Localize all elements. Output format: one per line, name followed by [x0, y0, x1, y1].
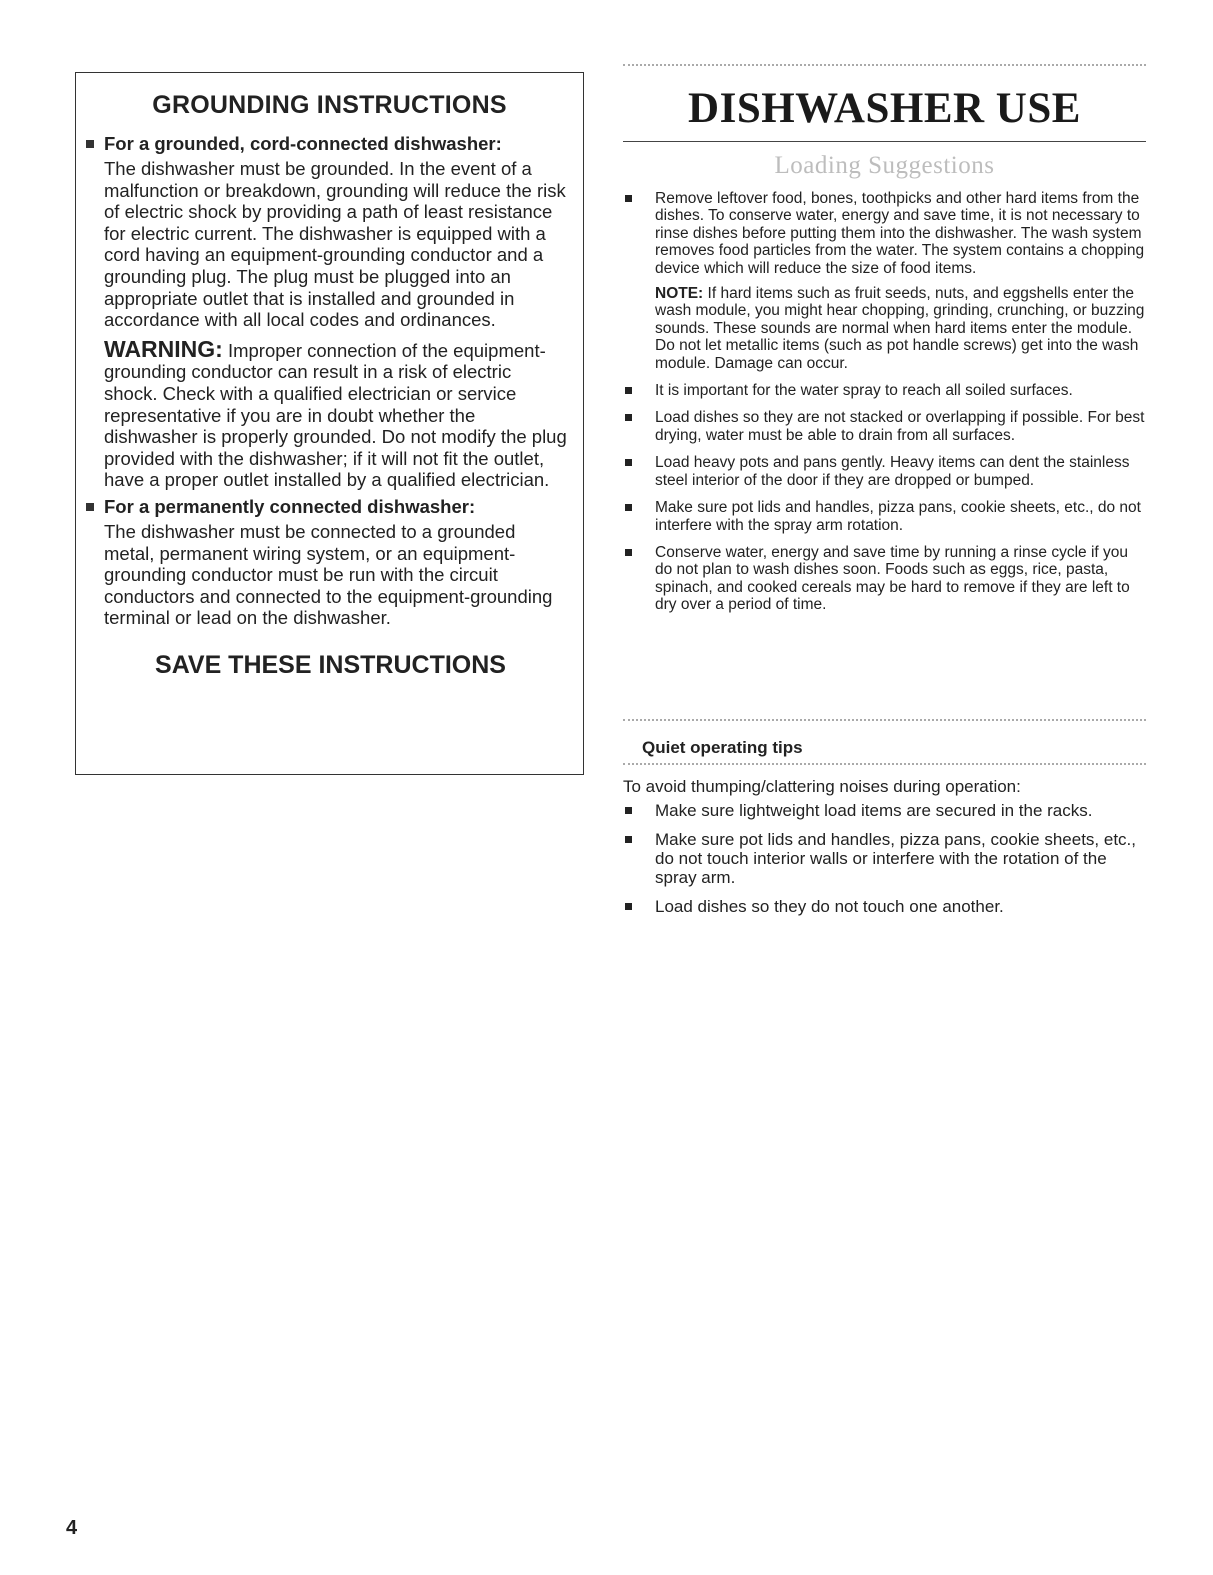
bullet-square-icon	[86, 140, 94, 148]
note-text: If hard items such as fruit seeds, nuts, and eggshells enter the wash module, you might hear chopping, grinding, crunching, or buzzing sounds. These sounds are normal when hard items enter the module. Do not let metallic items (such as pot handle screws) get into the wash module. Damage can occur.	[655, 285, 1145, 372]
note-paragraph	[623, 285, 1146, 372]
grounding-bullet-permanent	[82, 495, 569, 518]
bullet-square-icon	[625, 195, 632, 202]
quiet-rule-top	[623, 719, 1146, 721]
top-dotted-rule	[623, 64, 1146, 69]
list-item: It is important for the water spray to reach all soiled surfaces.	[623, 382, 1146, 399]
note-label: NOTE:	[655, 285, 704, 303]
list-item: Load dishes so they are not stacked or overlapping if possible. For best drying, water must be able to drain from all surfaces.	[623, 409, 1146, 444]
bullet-square-icon	[625, 903, 632, 910]
grounding-bullet-corded	[82, 132, 569, 155]
grounding-title: GROUNDING INSTRUCTIONS	[152, 91, 507, 119]
warning-paragraph	[104, 335, 569, 491]
grounding-bullet-text: The dishwasher must be grounded. In the event of a malfunction or breakdown, grounding will reduce the risk of electric shock by providing a path of least resistance for electric current. The dishwasher is equipped with a cord having an equipment-grounding conductor and a grounding plug. The plug must be plugged into an appropriate outlet that is installed and grounded in accordance with all local codes and ordinances.	[104, 158, 566, 331]
grounding-bullet-heading: For a permanently connected dishwasher:	[104, 495, 476, 517]
bullet-square-icon	[625, 459, 632, 466]
grounding-bullet-heading: For a grounded, cord-connected dishwasher:	[104, 133, 502, 154]
bullet-square-icon	[86, 503, 94, 511]
grounding-instructions-box	[75, 72, 584, 775]
list-item: Make sure pot lids and handles, pizza pans, cookie sheets, etc., do not interfere with the spray arm rotation.	[623, 499, 1146, 534]
grounding-bullet-text: The dishwasher must be connected to a grounded metal, permanent wiring system, or an equipment-grounding conductor must be run with the circuit conductors and connected to the equipment-grounding terminal or lead on the dishwasher.	[104, 520, 553, 629]
bullet-square-icon	[625, 807, 632, 814]
loading-suggestions-subtitle: Loading Suggestions	[774, 152, 995, 179]
quiet-tips-list	[623, 801, 1146, 926]
save-instructions-title: SAVE THESE INSTRUCTIONS	[155, 650, 506, 679]
warning-label: WARNING:	[104, 335, 223, 362]
section-title: DISHWASHER USE	[688, 85, 1081, 132]
bullet-square-icon	[625, 387, 632, 394]
list-item: Make sure lightweight load items are secured in the racks.	[623, 801, 1146, 820]
warning-text: Improper connection of the equipment-grounding conductor can result in a risk of electric shock. Check with a qualified electrician or service representative if you are in doubt whether the dishwasher is properly grounded. Do not modify the plug provided with the dishwasher; if it will not fit the outlet, have a proper outlet installed by a qualified electrician.	[104, 339, 567, 491]
quiet-tips-intro: To avoid thumping/clattering noises during operation:	[623, 777, 1021, 796]
list-item: Make sure pot lids and handles, pizza pans, cookie sheets, etc., do not touch interior walls or interfere with the rotation of the spray arm.	[623, 830, 1146, 887]
quiet-rule-bottom	[623, 763, 1146, 765]
loading-suggestions-list	[623, 190, 1146, 624]
title-rule	[623, 141, 1146, 142]
list-item: Remove leftover food, bones, toothpicks and other hard items from the dishes. To conserve water, energy and save time, it is not necessary to rinse dishes before putting them into the dishwasher. The wash system removes food particles from the water. The system contains a chopping device which will reduce the size of food items.	[623, 190, 1146, 277]
bullet-square-icon	[625, 414, 632, 421]
bullet-square-icon	[625, 549, 632, 556]
list-item: Load dishes so they do not touch one another.	[623, 897, 1146, 916]
list-item: Load heavy pots and pans gently. Heavy items can dent the stainless steel interior of the door if they are dropped or bumped.	[623, 454, 1146, 489]
quiet-tips-heading: Quiet operating tips	[642, 738, 803, 757]
page-number: 4	[66, 1517, 78, 1539]
list-item: Conserve water, energy and save time by running a rinse cycle if you do not plan to wash dishes soon. Foods such as eggs, rice, pasta, spinach, and cooked cereals may be hard to remove if they are left to dry over a period of time.	[623, 544, 1146, 614]
bullet-square-icon	[625, 504, 632, 511]
bullet-square-icon	[625, 836, 632, 843]
